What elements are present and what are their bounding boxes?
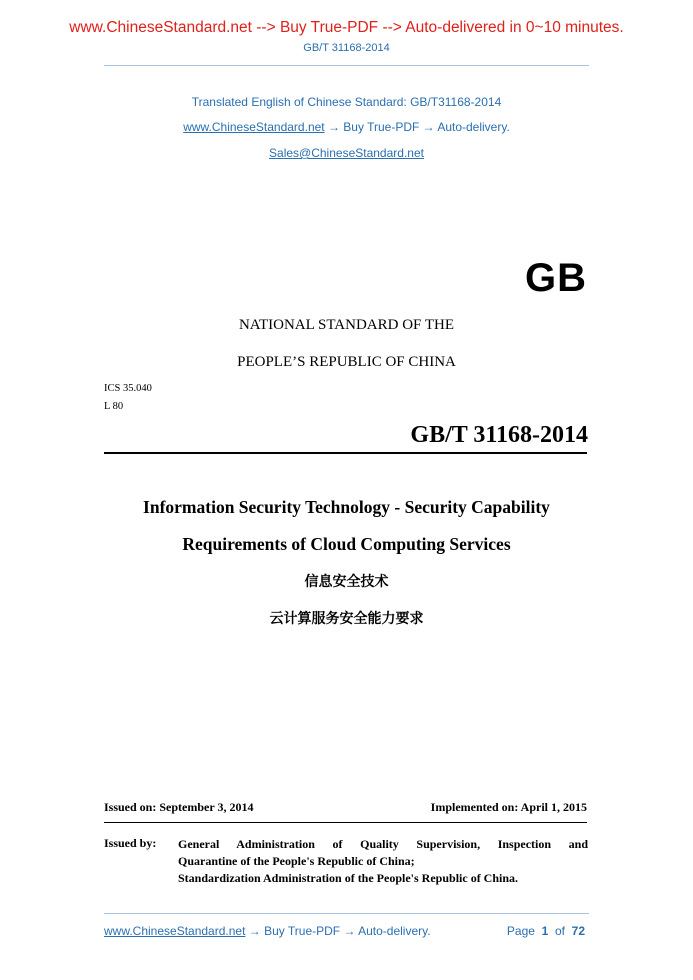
- sales-email-link[interactable]: Sales@ChineseStandard.net: [269, 146, 424, 160]
- footer-site-suffix: → Buy True-PDF → Auto-delivery.: [245, 924, 431, 938]
- issued-by-line1: General Administration of Quality Supervision, Inspection and: [178, 837, 588, 851]
- implemented-on-date: Implemented on: April 1, 2015: [430, 800, 587, 814]
- title-cn-line1: 信息安全技术: [304, 574, 389, 590]
- page-of: of: [554, 924, 565, 938]
- intro-site-line: [0, 120, 693, 134]
- title-en-line2: Requirements of Cloud Computing Services: [182, 534, 511, 554]
- footer-site-link[interactable]: www.ChineseStandard.net: [104, 924, 246, 938]
- issued-by-text: [178, 836, 588, 887]
- ics-code: ICS 35.040: [104, 383, 152, 394]
- issued-by-line3: Standardization Administration of the People's Republic of China.: [178, 871, 519, 885]
- national-standard-line1: NATIONAL STANDARD OF THE: [238, 317, 455, 333]
- issued-divider: [104, 822, 587, 823]
- standard-number: GB/T 31168-2014: [410, 422, 588, 448]
- translated-notice: Translated English of Chinese Standard: GB/T31168-2014: [191, 95, 502, 109]
- issued-on-date: Issued on: September 3, 2014: [104, 800, 254, 814]
- header-standard-code: GB/T 31168-2014: [303, 42, 390, 54]
- issued-by-line2: Quarantine of the People's Republic of China;: [178, 854, 415, 868]
- page-current: 1: [541, 924, 549, 938]
- national-standard-line2: PEOPLE’S REPUBLIC OF CHINA: [237, 354, 456, 370]
- page-label: Page: [506, 924, 535, 938]
- page-total: 72: [571, 924, 585, 938]
- standard-number-rule: [104, 452, 587, 454]
- page-indicator: [507, 924, 585, 938]
- gb-mark: GB: [525, 256, 587, 300]
- intro-site-suffix: → Buy True-PDF → Auto-delivery.: [324, 120, 510, 134]
- top-banner-link[interactable]: www.ChineseStandard.net --> Buy True-PDF --> Auto-delivered in 0~10 minutes.: [69, 19, 624, 36]
- issued-by-label: Issued by:: [104, 836, 157, 850]
- intro-site-link[interactable]: www.ChineseStandard.net: [183, 120, 325, 134]
- title-en-line1: Information Security Technology - Security Capability: [143, 497, 550, 517]
- footer-divider: [104, 913, 589, 914]
- header-divider: [104, 65, 589, 66]
- footer-site-line: [104, 924, 431, 938]
- title-cn-line2: 云计算服务安全能力要求: [269, 611, 424, 627]
- l-code: L 80: [104, 401, 124, 412]
